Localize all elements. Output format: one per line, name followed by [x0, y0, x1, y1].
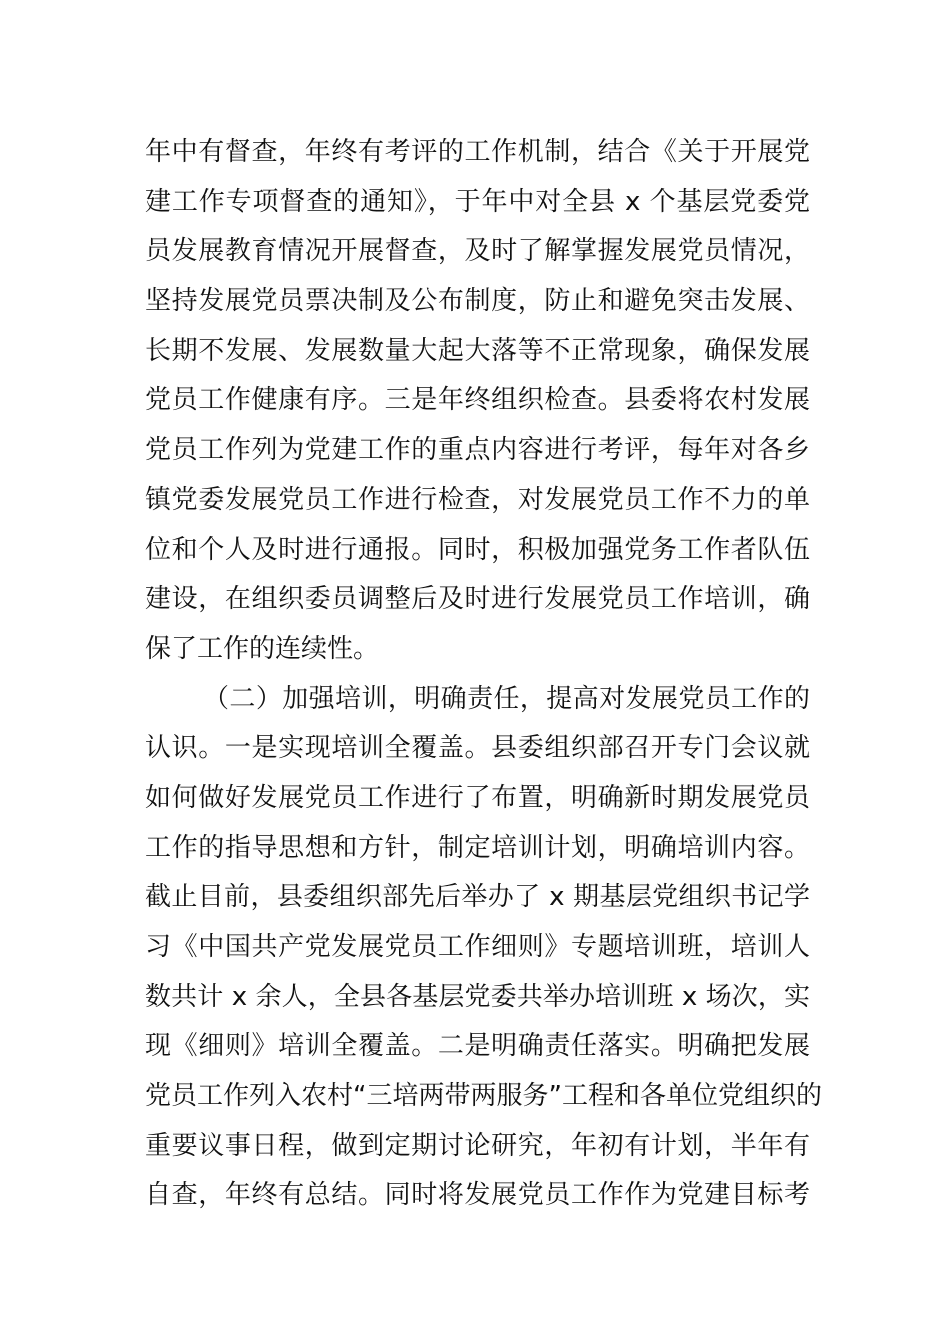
text-line: 数共计 x 余人，全县各基层党委共举办培训班 x 场次，实: [145, 981, 810, 1012]
text-line: 员发展教育情况开展督查，及时了解掌握发展党员情况，: [145, 236, 810, 267]
text-line: 党员工作健康有序。三是年终组织检查。县委将农村发展: [145, 385, 810, 416]
text-line: 重要议事日程，做到定期讨论研究，年初有计划，半年有: [145, 1130, 810, 1161]
text-line: 坚持发展党员票决制及公布制度，防止和避免突击发展、: [145, 286, 810, 317]
text-line: 位和个人及时进行通报。同时，积极加强党务工作者队伍: [145, 534, 810, 565]
text-line: 截止目前，县委组织部先后举办了 x 期基层党组织书记学: [145, 882, 810, 913]
text-line: 镇党委发展党员工作进行检查，对发展党员工作不力的单: [145, 484, 810, 515]
text-line: 现《细则》培训全覆盖。二是明确责任落实。明确把发展: [145, 1031, 810, 1062]
text-line: 如何做好发展党员工作进行了布置，明确新时期发展党员: [145, 782, 810, 813]
text-line: 党员工作列为党建工作的重点内容进行考评，每年对各乡: [145, 435, 810, 466]
text-line: 自查，年终有总结。同时将发展党员工作作为党建目标考: [145, 1180, 810, 1211]
text-line: 工作的指导思想和方针，制定培训计划，明确培训内容。: [145, 832, 810, 863]
text-line: 习《中国共产党发展党员工作细则》专题培训班，培训人: [145, 932, 810, 962]
text-line: 认识。一是实现培训全覆盖。县委组织部召开专门会议就: [145, 733, 810, 764]
section-heading-line: （二）加强培训，明确责任，提高对发展党员工作的: [203, 683, 810, 714]
text-line: 长期不发展、发展数量大起大落等不正常现象，确保发展: [145, 335, 810, 366]
text-line: 年中有督查，年终有考评的工作机制，结合《关于开展党: [145, 137, 810, 167]
body-text: [145, 128, 822, 1221]
text-line: 建工作专项督查的通知》，于年中对全县 x 个基层党委党: [145, 186, 810, 217]
text-line: 建设，在组织委员调整后及时进行发展党员工作培训，确: [145, 584, 810, 615]
text-line: 保了工作的连续性。: [145, 633, 380, 664]
text-line: 党员工作列入农村“三培两带两服务”工程和各单位党组织的: [145, 1081, 822, 1112]
